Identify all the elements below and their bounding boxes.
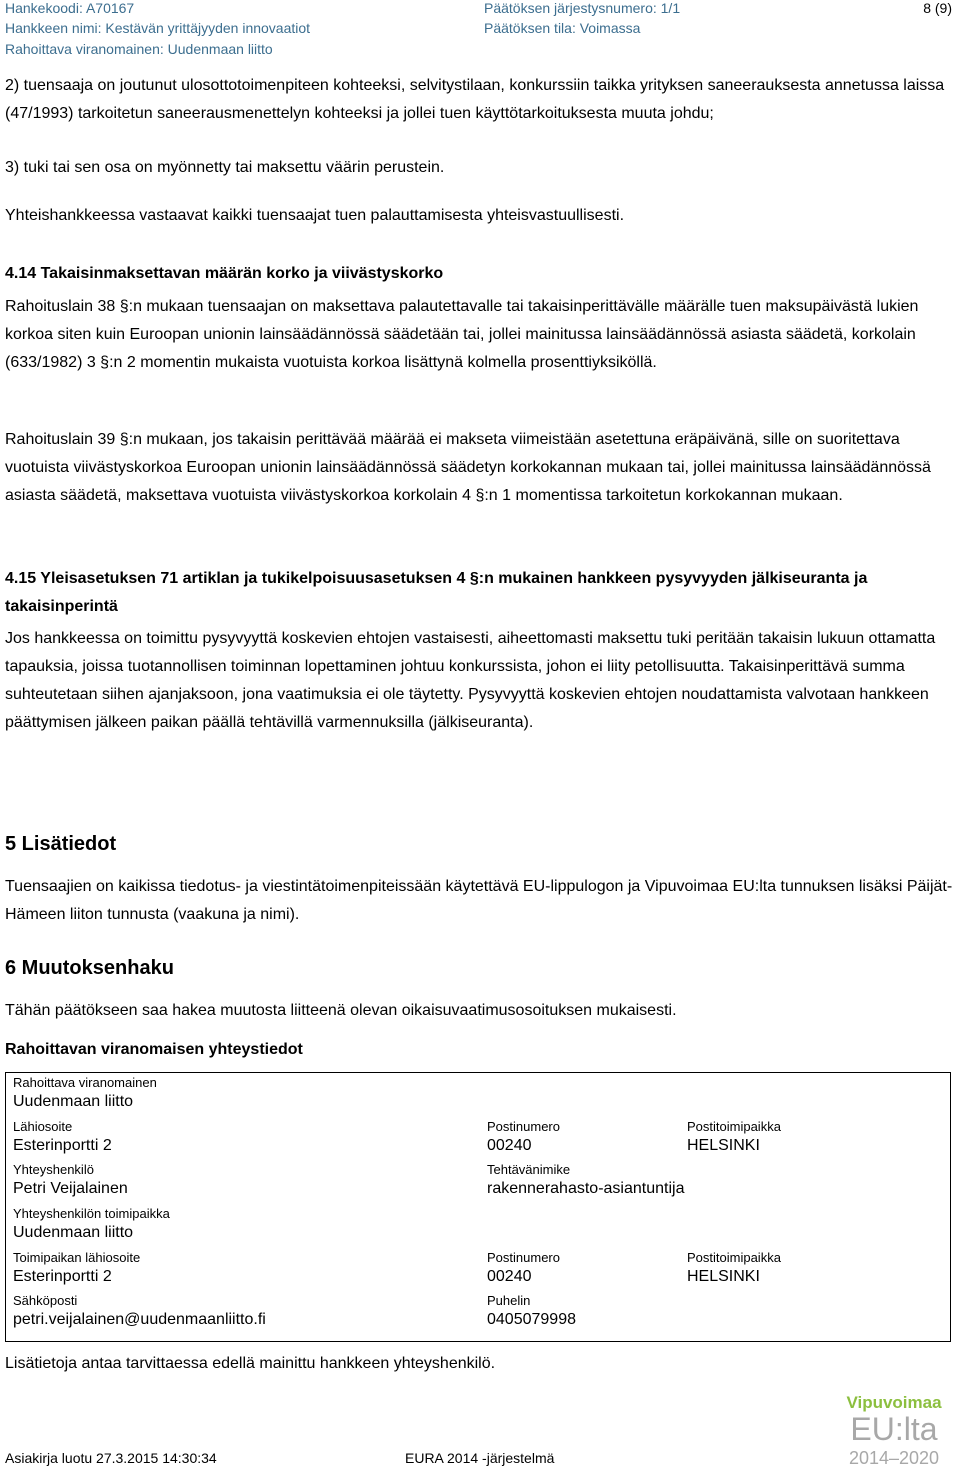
footer-created: Asiakirja luotu 27.3.2015 14:30:34 <box>5 1450 217 1466</box>
section-5-title: 5 Lisätiedot <box>5 833 117 855</box>
contact-office-postal-code-label: Postinumero <box>487 1250 560 1265</box>
contact-authority <box>13 1075 157 1113</box>
contact-office-address-value: Esterinportti 2 <box>13 1268 112 1285</box>
contact-person-value: Petri Veijalainen <box>13 1180 128 1197</box>
logo-top-text: Vipuvoimaa <box>846 1393 942 1412</box>
paragraph-item-2: 2) tuensaaja on joutunut ulosottotoimenpiteen kohteeksi, selvitystilaan, konkurssiin taikka yrityksen saneerauksesta annetussa laissa (47/1993) tarkoitetun saneerausmenettelyn kohteeksi ja jollei tuen käyttötarkoituksesta muuta johdu; <box>5 77 945 122</box>
paragraph-joint-liability: Yhteishankkeessa vastaavat kaikki tuensaajat tuen palauttamisesta yhteisvastuullisesti. <box>5 207 625 224</box>
contact-person-office-value: Uudenmaan liitto <box>13 1224 134 1241</box>
contact-job-title <box>487 1162 684 1200</box>
contact-postal-code-value: 00240 <box>487 1137 532 1154</box>
contact-title: Rahoittavan viranomaisen yhteystiedot <box>5 1041 303 1058</box>
header-decision-status: Päätöksen tila: Voimassa <box>484 20 641 36</box>
contact-person-office <box>13 1206 170 1244</box>
paragraph-item-3: 3) tuki tai sen osa on myönnetty tai maksettu väärin perustein. <box>5 159 445 176</box>
contact-office-address-label: Toimipaikan lähiosoite <box>13 1250 141 1265</box>
contact-city-label: Postitoimipaikka <box>687 1119 781 1134</box>
contact-office-address <box>13 1250 140 1288</box>
contact-person <box>13 1162 128 1200</box>
contact-job-title-label: Tehtävänimike <box>487 1162 571 1177</box>
contact-office-postal-code-value: 00240 <box>487 1268 532 1285</box>
logo-years-text: 2014–2020 <box>848 1448 940 1468</box>
contact-phone <box>487 1293 576 1331</box>
contact-footer-note: Lisätietoja antaa tarvittaessa edellä mainittu hankkeen yhteyshenkilö. <box>5 1355 496 1372</box>
section-4-15-paragraph-1: Jos hankkeessa on toimittu pysyvyyttä koskevien ehtojen vastaisesti, aiheettomasti maksettu tuki peritään takaisin lukuun ottamatta tapauksia, joissa tuotannollisen toiminnan lopettaminen johtuu konkurssista, johon ei liity petollisuutta. Takaisinperittävä summa suhteutetaan siihen ajanjaksoon, jona vaatimuksia ei ole täytetty. Pysyvyyttä koskevien ehtojen noudattamista valvotaan hankkeen päättymisen jälkeen paikan päällä tehtävillä varmennuksilla (jälkiseuranta). <box>5 630 936 731</box>
section-6-paragraph: Tähän päätökseen saa hakea muutosta liitteenä olevan oikaisuvaatimusosoituksen mukaisesti. <box>5 1002 677 1019</box>
contact-office-city <box>687 1250 781 1288</box>
contact-authority-label: Rahoittava viranomainen <box>13 1075 157 1090</box>
section-4-14-title: 4.14 Takaisinmaksettavan määrän korko ja viivästyskorko <box>5 265 444 282</box>
section-6-title: 6 Muutoksenhaku <box>5 957 174 979</box>
footer-system: EURA 2014 -järjestelmä <box>405 1450 555 1466</box>
contact-person-label: Yhteyshenkilö <box>13 1162 94 1177</box>
contact-office-city-label: Postitoimipaikka <box>687 1250 781 1265</box>
logo-main-text: EU:lta <box>850 1411 938 1447</box>
header-funding-authority: Rahoittava viranomainen: Uudenmaan liitto <box>5 41 273 57</box>
contact-email <box>13 1293 266 1331</box>
section-5-paragraph: Tuensaajien on kaikissa tiedotus- ja viestintätoimenpiteissään käytettävä EU-lippulogon ja Vipuvoimaa EU:lta tunnuksen lisäksi Päijät-Hämeen liiton tunnusta (vaakuna ja nimi). <box>5 878 953 923</box>
contact-office-city-value: HELSINKI <box>687 1268 760 1285</box>
vipuvoimaa-eu-logo <box>828 1390 960 1468</box>
header-project-name: Hankkeen nimi: Kestävän yrittäjyyden innovaatiot <box>5 20 311 36</box>
contact-phone-value: 0405079998 <box>487 1311 576 1328</box>
section-4-14-paragraph-2: Rahoituslain 39 §:n mukaan, jos takaisin perittävää määrää ei makseta viimeistään asetettuna eräpäivänä, sille on suoritettava vuotuista viivästyskorkoa Euroopan unionin lainsäädännössä säädetyn korkokannan mukaan tai, jollei mainitussa lainsäädännössä asiasta säädetä, maksettava vuotuista viivästyskorkoa korkolain 4 §:n 1 momentissa tarkoitetun korkokannan mukaan. <box>5 431 931 504</box>
contact-office-postal-code <box>487 1250 560 1288</box>
contact-email-label: Sähköposti <box>13 1293 78 1308</box>
contact-authority-value: Uudenmaan liitto <box>13 1093 134 1110</box>
contact-street-address-label: Lähiosoite <box>13 1119 73 1134</box>
contact-street-address-value: Esterinportti 2 <box>13 1137 112 1154</box>
header-decision-number: Päätöksen järjestysnumero: 1/1 <box>484 0 681 16</box>
contact-job-title-value: rakennerahasto-asiantuntija <box>487 1180 685 1197</box>
page-number: 8 (9) <box>923 0 952 16</box>
contact-person-office-label: Yhteyshenkilön toimipaikka <box>13 1206 170 1221</box>
contact-city-value: HELSINKI <box>687 1137 760 1154</box>
contact-phone-label: Puhelin <box>487 1293 531 1308</box>
contact-postal-code-label: Postinumero <box>487 1119 560 1134</box>
section-4-15-title: 4.15 Yleisasetuksen 71 artiklan ja tukikelpoisuusasetuksen 4 §:n mukainen hankkeen pysyvyyden jälkiseuranta ja takaisinperintä <box>5 570 868 615</box>
contact-table <box>5 1072 951 1342</box>
contact-city <box>687 1119 781 1157</box>
contact-email-value: petri.veijalainen@uudenmaanliitto.fi <box>13 1311 266 1328</box>
contact-postal-code <box>487 1119 560 1157</box>
section-4-14-paragraph-1: Rahoituslain 38 §:n mukaan tuensaajan on maksettava palautettavalle tai takaisinperittävälle määrälle tuen maksupäivästä lukien korkoa siten kuin Euroopan unionin lainsäädännössä säädetään tai, jollei mainitussa lainsäädännössä asiasta säädetä, korkolain (633/1982) 3 §:n 2 momentin mukaista vuotuista korkoa lisättynä kolmella prosenttiyksiköllä. <box>5 298 919 371</box>
header-project-code: Hankekoodi: A70167 <box>5 0 135 16</box>
contact-street-address <box>13 1119 112 1157</box>
